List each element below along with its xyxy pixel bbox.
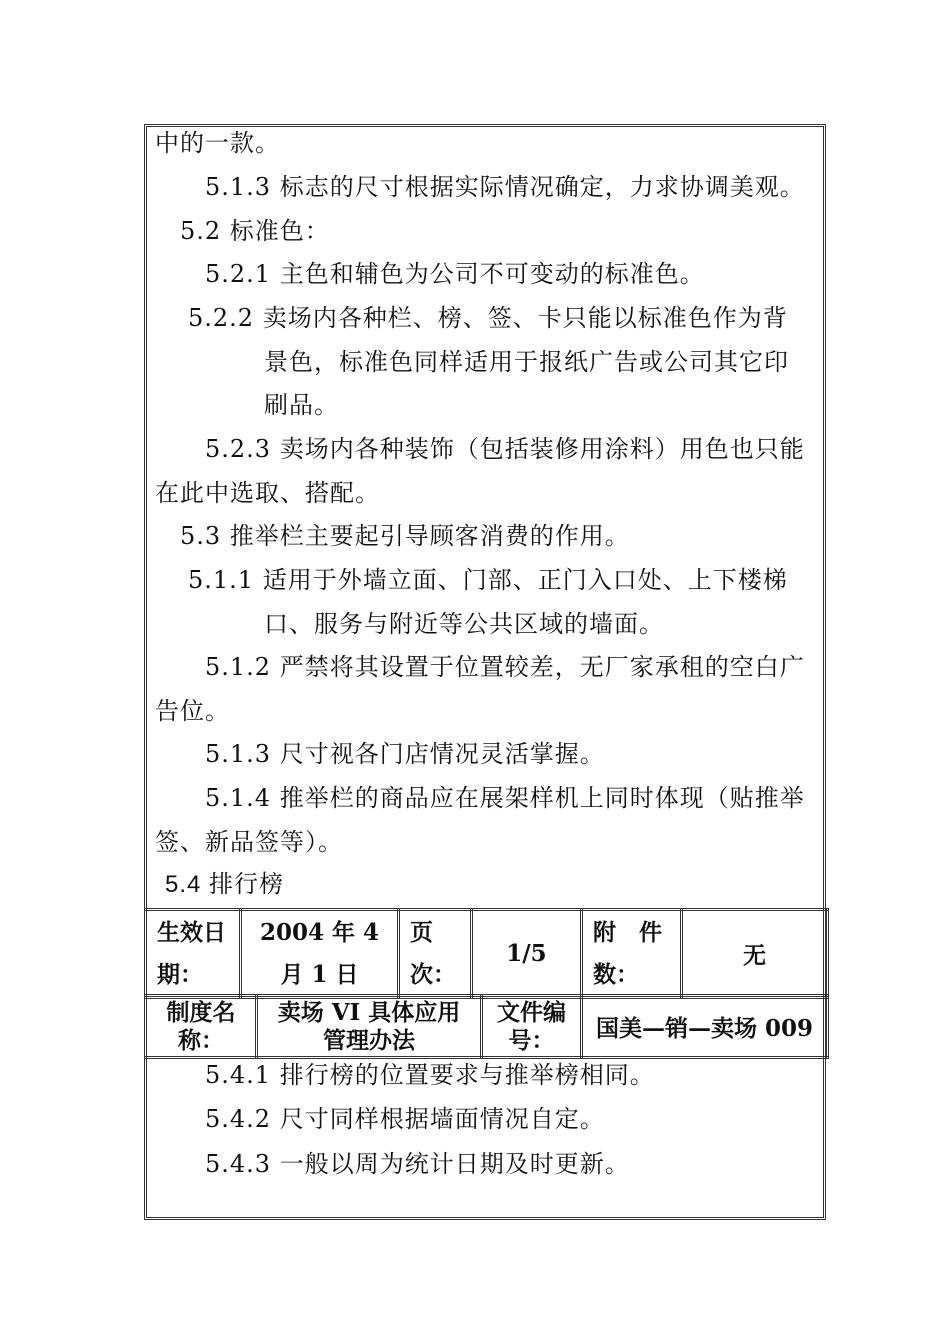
body-line: 口、服务与附近等公共区域的墙面。 (264, 610, 664, 638)
body-line: 5.2.2 卖场内各种栏、榜、签、卡只能以标准色作为背 (188, 304, 788, 332)
body-line: 5.1.1 适用于外墙立面、门部、正门入口处、上下楼梯 (188, 566, 788, 594)
body-line: 5.1.3 尺寸视各门店情况灵活掌握。 (205, 740, 605, 768)
body-line: 刷品。 (264, 391, 339, 419)
body-line: 5.1.2 严禁将其设置于位置较差，无厂家承租的空白广 (205, 653, 805, 681)
effective-date-label: 生效日期： (146, 910, 241, 998)
effective-date-value: 2004 年 4 月 1 日 (241, 910, 399, 998)
body-line: 中的一款。 (155, 129, 280, 157)
policy-name-label: 制度名称： (146, 996, 257, 1058)
body-line: 5.2.3 卖场内各种装饰（包括装修用涂料）用色也只能 (205, 435, 805, 463)
body-line: 5.3 推举栏主要起引导顾客消费的作用。 (180, 522, 630, 550)
meta-table-row-1 (144, 908, 826, 999)
body-line: 签、新品签等）。 (155, 828, 343, 856)
document-number-label: 文件编号： (482, 996, 582, 1058)
policy-name-value: 卖场 VI 具体应用管理办法 (257, 996, 482, 1058)
body-line: 5.4.1 排行榜的位置要求与推举榜相同。 (205, 1061, 655, 1089)
body-line: 告位。 (155, 697, 230, 725)
body-line: 5.2.1 主色和辅色为公司不可变动的标准色。 (205, 260, 705, 288)
page-label: 页次： (399, 910, 472, 998)
body-line: 在此中选取、搭配。 (155, 479, 380, 507)
body-line: 5.4.3 一般以周为统计日期及时更新。 (205, 1150, 630, 1178)
section-heading: 5.4 排行榜 (165, 871, 285, 898)
page-value: 1/5 (472, 910, 582, 998)
body-line: 5.2 标准色： (180, 217, 330, 245)
body-line: 5.1.4 推举栏的商品应在展架样机上同时体现（贴推举 (205, 784, 805, 812)
meta-table-row-2 (144, 994, 826, 1059)
body-line: 景色，标准色同样适用于报纸广告或公司其它印 (264, 348, 789, 376)
document-number-value: 国美—销—卖场 009 (582, 996, 828, 1058)
body-line: 5.4.2 尺寸同样根据墙面情况自定。 (205, 1105, 605, 1133)
body-line: 5.1.3 标志的尺寸根据实际情况确定，力求协调美观。 (205, 173, 805, 201)
attachment-value: 无 (682, 910, 828, 998)
attachment-label: 附 件数： (582, 910, 682, 998)
